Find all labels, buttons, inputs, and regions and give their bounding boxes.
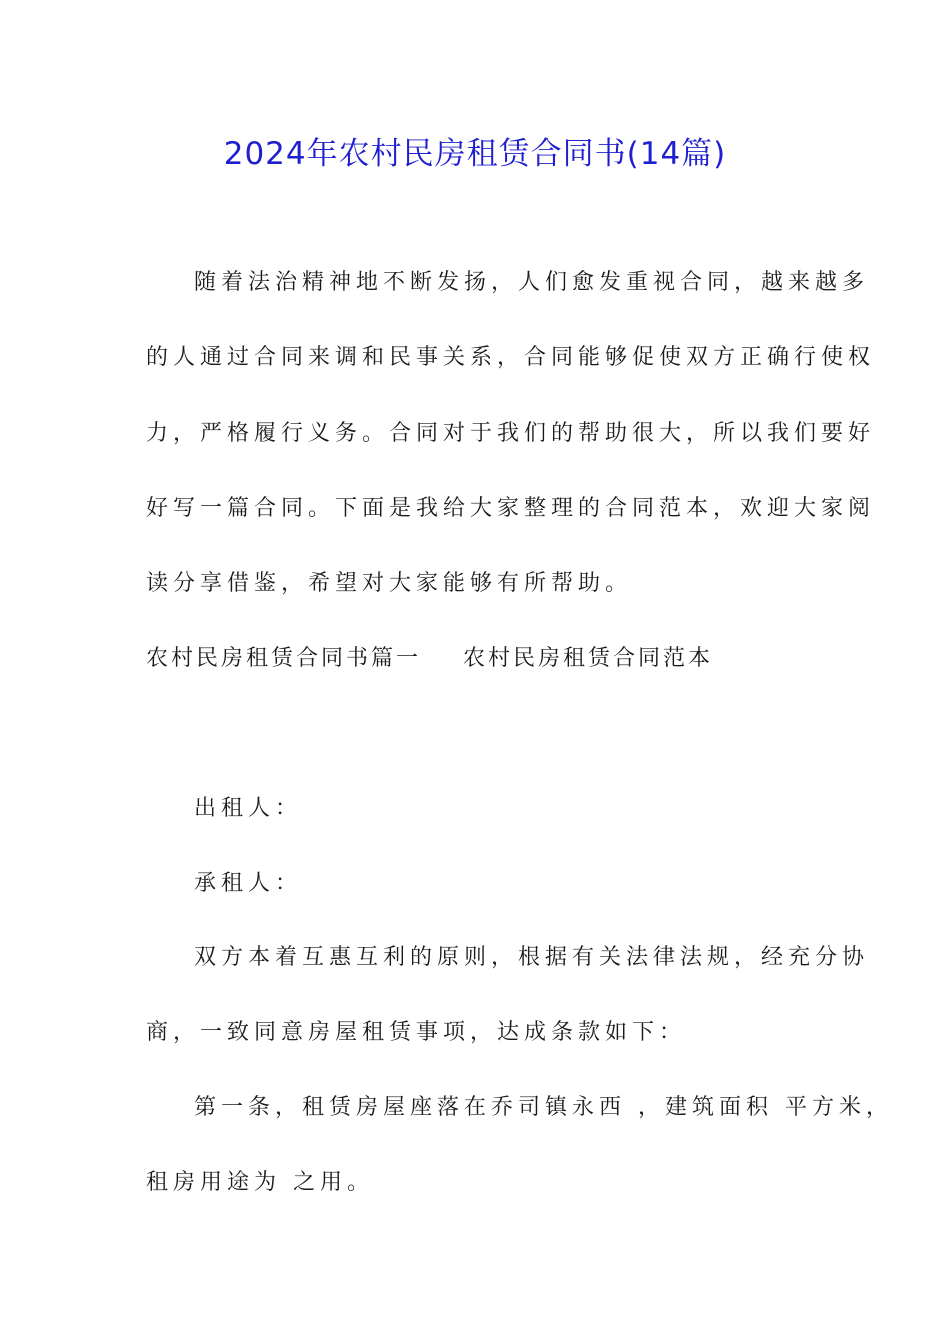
article1-line-1: 第一条，租赁房屋座落在乔司镇永西 ，建筑面积 平方米， — [194, 1095, 893, 1120]
intro-line-2: 的人通过合同来调和民事关系，合同能够促使双方正确行使权 — [146, 345, 876, 370]
section-subheading: 农村民房租赁合同范本 — [463, 646, 714, 671]
intro-line-4: 好写一篇合同。下面是我给大家整理的合同范本，欢迎大家阅 — [146, 496, 876, 521]
lessor-label: 出租人： — [194, 796, 303, 821]
section-heading: 农村民房租赁合同书篇一 — [146, 646, 422, 671]
intro-line-1: 随着法治精神地不断发扬，人们愈发重视合同，越来越多 — [194, 270, 870, 295]
article1-line-2: 租房用途为 之用。 — [146, 1170, 374, 1195]
document-title: 2024年农村民房租赁合同书(14篇) — [223, 136, 727, 172]
lessee-label: 承租人： — [194, 871, 303, 896]
agreement-line-1: 双方本着互惠互利的原则，根据有关法律法规，经充分协 — [194, 945, 870, 970]
section-heading-line — [146, 644, 816, 674]
agreement-line-2: 商，一致同意房屋租赁事项，达成条款如下： — [146, 1020, 687, 1045]
intro-line-5: 读分享借鉴，希望对大家能够有所帮助。 — [146, 571, 633, 596]
intro-line-3: 力，严格履行义务。合同对于我们的帮助很大，所以我们要好 — [146, 421, 876, 446]
